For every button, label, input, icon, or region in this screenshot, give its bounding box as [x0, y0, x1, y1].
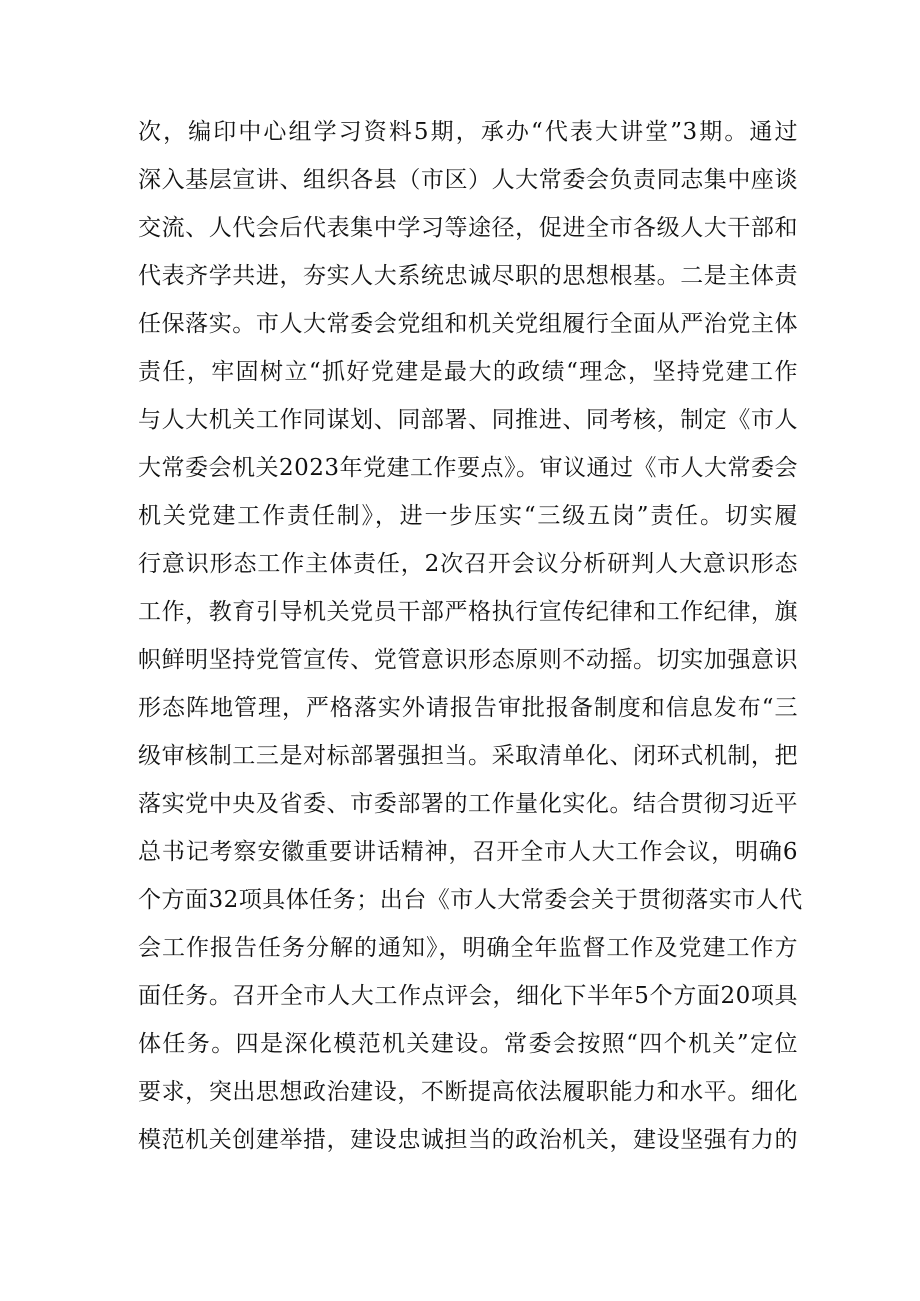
text-line: 任保落实。市人大常委会党组和机关党组履行全面从严治党主体 — [138, 311, 798, 337]
text-line: 行意识形态工作主体责任，2次召开会议分析研判人大意识形态 — [138, 551, 798, 577]
text-line: 与人大机关工作同谋划、同部署、同推进、同考核，制定《市人 — [138, 407, 798, 433]
text-line: 工作，教育引导机关党员干部严格执行宣传纪律和工作纪律，旗 — [138, 599, 798, 625]
text-line: 会工作报告任务分解的通知》，明确全年监督工作及党建工作方 — [138, 935, 798, 961]
text-line: 体任务。四是深化模范机关建设。常委会按照“四个机关”定位 — [138, 1031, 798, 1057]
text-line: 深入基层宣讲、组织各县（市区）人大常委会负责同志集中座谈 — [138, 167, 798, 193]
text-line: 总书记考察安徽重要讲话精神，召开全市人大工作会议，明确6 — [138, 839, 798, 865]
text-line: 模范机关创建举措，建设忠诚担当的政治机关，建设坚强有力的 — [138, 1127, 798, 1153]
text-line: 责任，牢固树立“抓好党建是最大的政绩“理念，坚持党建工作 — [138, 359, 798, 385]
text-line: 级审核制工三是对标部署强担当。采取清单化、闭环式机制，把 — [138, 743, 798, 769]
text-line: 交流、人代会后代表集中学习等途径，促进全市各级人大干部和 — [138, 215, 798, 241]
text-line: 个方面32项具体任务；出台《市人大常委会关于贯彻落实市人代 — [138, 887, 803, 913]
text-line: 帜鲜明坚持党管宣传、党管意识形态原则不动摇。切实加强意识 — [138, 647, 798, 673]
text-line: 形态阵地管理，严格落实外请报告审批报备制度和信息发布“三 — [138, 695, 798, 721]
text-line: 要求，突出思想政治建设，不断提高依法履职能力和水平。细化 — [138, 1079, 798, 1105]
text-line: 代表齐学共进，夯实人大系统忠诚尽职的思想根基。二是主体责 — [138, 263, 798, 289]
body-text — [138, 108, 803, 1164]
text-line: 面任务。召开全市人大工作点评会，细化下半年5个方面20项具 — [138, 983, 798, 1009]
text-line: 落实党中央及省委、市委部署的工作量化实化。结合贯彻习近平 — [138, 791, 798, 817]
text-line: 大常委会机关2023年党建工作要点》。审议通过《市人大常委会 — [138, 455, 799, 481]
text-line: 机关党建工作责任制》，进一步压实“三级五岗”责任。切实履 — [138, 503, 798, 529]
text-line: 次，编印中心组学习资料5期，承办“代表大讲堂”3期。通过 — [138, 119, 798, 145]
